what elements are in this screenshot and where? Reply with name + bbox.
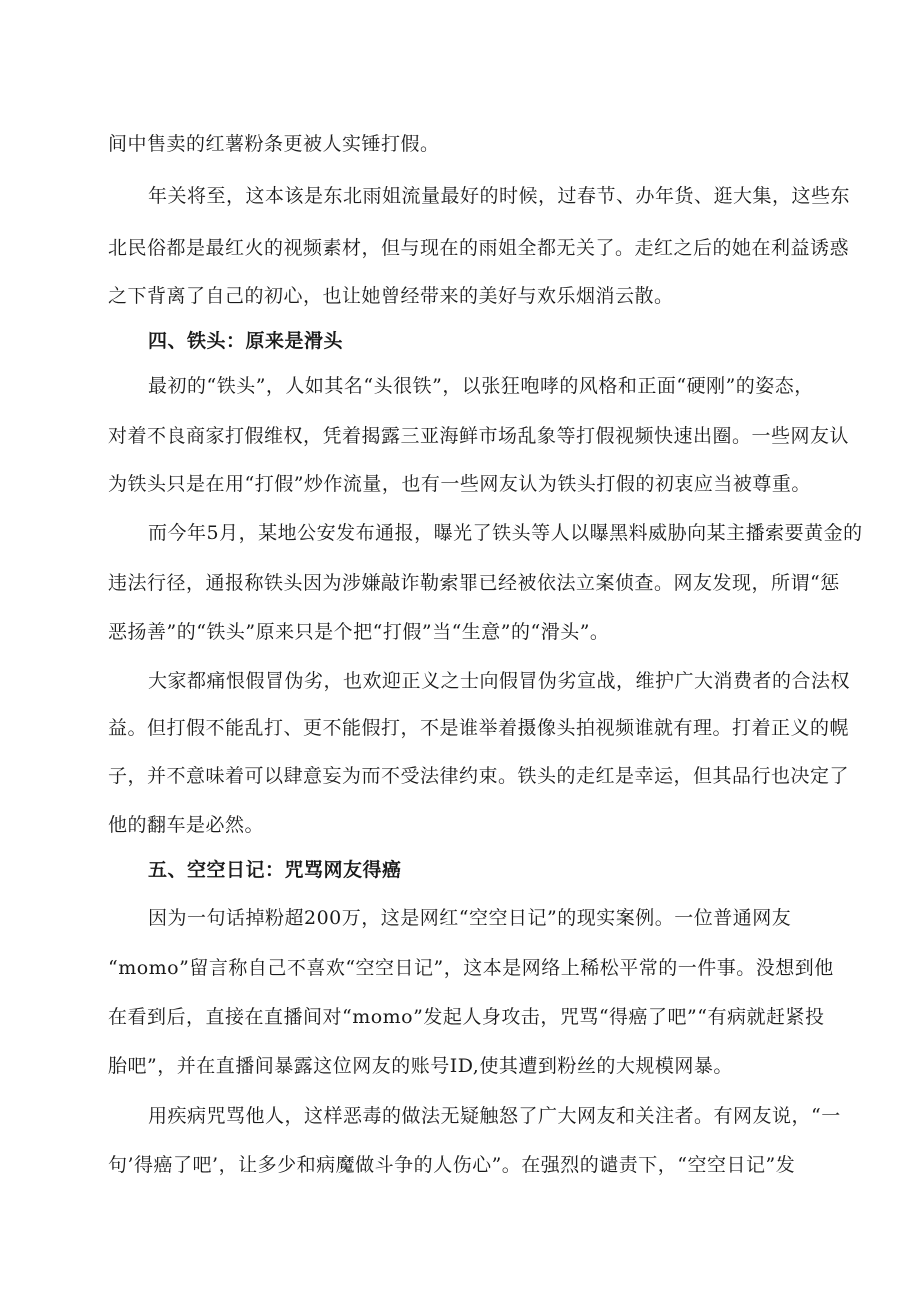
paragraph-line: “momo”留言称自己不喜欢“空空日记”，这本是网络上稀松平常的一件事。没想到他: [108, 957, 834, 979]
paragraph-line: 大家都痛恨假冒伪劣，也欢迎正义之士向假冒伪劣宣战，维护广大消费者的合法权: [148, 670, 851, 692]
paragraph-line: 间中售卖的红薯粉条更被人实锤打假。: [108, 133, 440, 155]
section-heading: 五、空空日记：咒骂网友得癌: [148, 859, 402, 881]
paragraph-line: 对着不良商家打假维权，凭着揭露三亚海鲜市场乱象等打假视频快速出圈。一些网友认: [108, 425, 850, 447]
paragraph-line: 益。但打假不能乱打、更不能假打，不是谁举着摄像头拍视频谁就有理。打着正义的幌: [108, 717, 850, 739]
section-heading: 四、铁头：原来是滑头: [148, 330, 344, 352]
paragraph-line: 句’得癌了吧’，让多少和病魔做斗争的人伤心”。在强烈的谴责下，“空空日记”发: [108, 1154, 796, 1176]
paragraph-line: 胎吧”，并在直播间暴露这位网友的账号ID,使其遭到粉丝的大规模网暴。: [108, 1055, 733, 1077]
paragraph-line: 恶扬善”的“铁头”原来只是个把“打假”当“生意”的“滑头”。: [108, 621, 610, 643]
paragraph-line: 最初的“铁头”，人如其名“头很铁”，以张狂咆哮的风格和正面“硬刚”的姿态，: [148, 375, 814, 397]
paragraph-line: 而今年5月，某地公安发布通报，曝光了铁头等人以曝黑料威胁向某主播索要黄金的: [148, 522, 863, 544]
paragraph-line: 违法行径，通报称铁头因为涉嫌敲诈勒索罪已经被依法立案侦查。网友发现，所谓“惩: [108, 572, 840, 594]
paragraph-line: 为铁头只是在用“打假”炒作流量，也有一些网友认为铁头打假的初衷应当被尊重。: [108, 473, 811, 495]
paragraph-line: 之下背离了自己的初心，也让她曾经带来的美好与欢乐烟消云散。: [108, 285, 674, 307]
paragraph-line: 子，并不意味着可以肆意妄为而不受法律约束。铁头的走红是幸运，但其品行也决定了: [108, 765, 850, 787]
paragraph-line: 北民俗都是最红火的视频素材，但与现在的雨姐全都无关了。走红之后的她在利益诱惑: [108, 237, 850, 259]
paragraph-line: 用疾病咒骂他人，这样恶毒的做法无疑触怒了广大网友和关注者。有网友说，“一: [148, 1105, 841, 1127]
paragraph-line: 因为一句话掉粉超200万，这是网红“空空日记”的现实案例。一位普通网友: [148, 907, 792, 929]
paragraph-line: 年关将至，这本该是东北雨姐流量最好的时候，过春节、办年货、逛大集，这些东: [148, 185, 851, 207]
paragraph-line: 他的翻车是必然。: [108, 814, 265, 836]
paragraph-line: 在看到后，直接在直播间对“momo”发起人身攻击，咒骂“得癌了吧”“有病就赶紧投: [108, 1006, 825, 1028]
